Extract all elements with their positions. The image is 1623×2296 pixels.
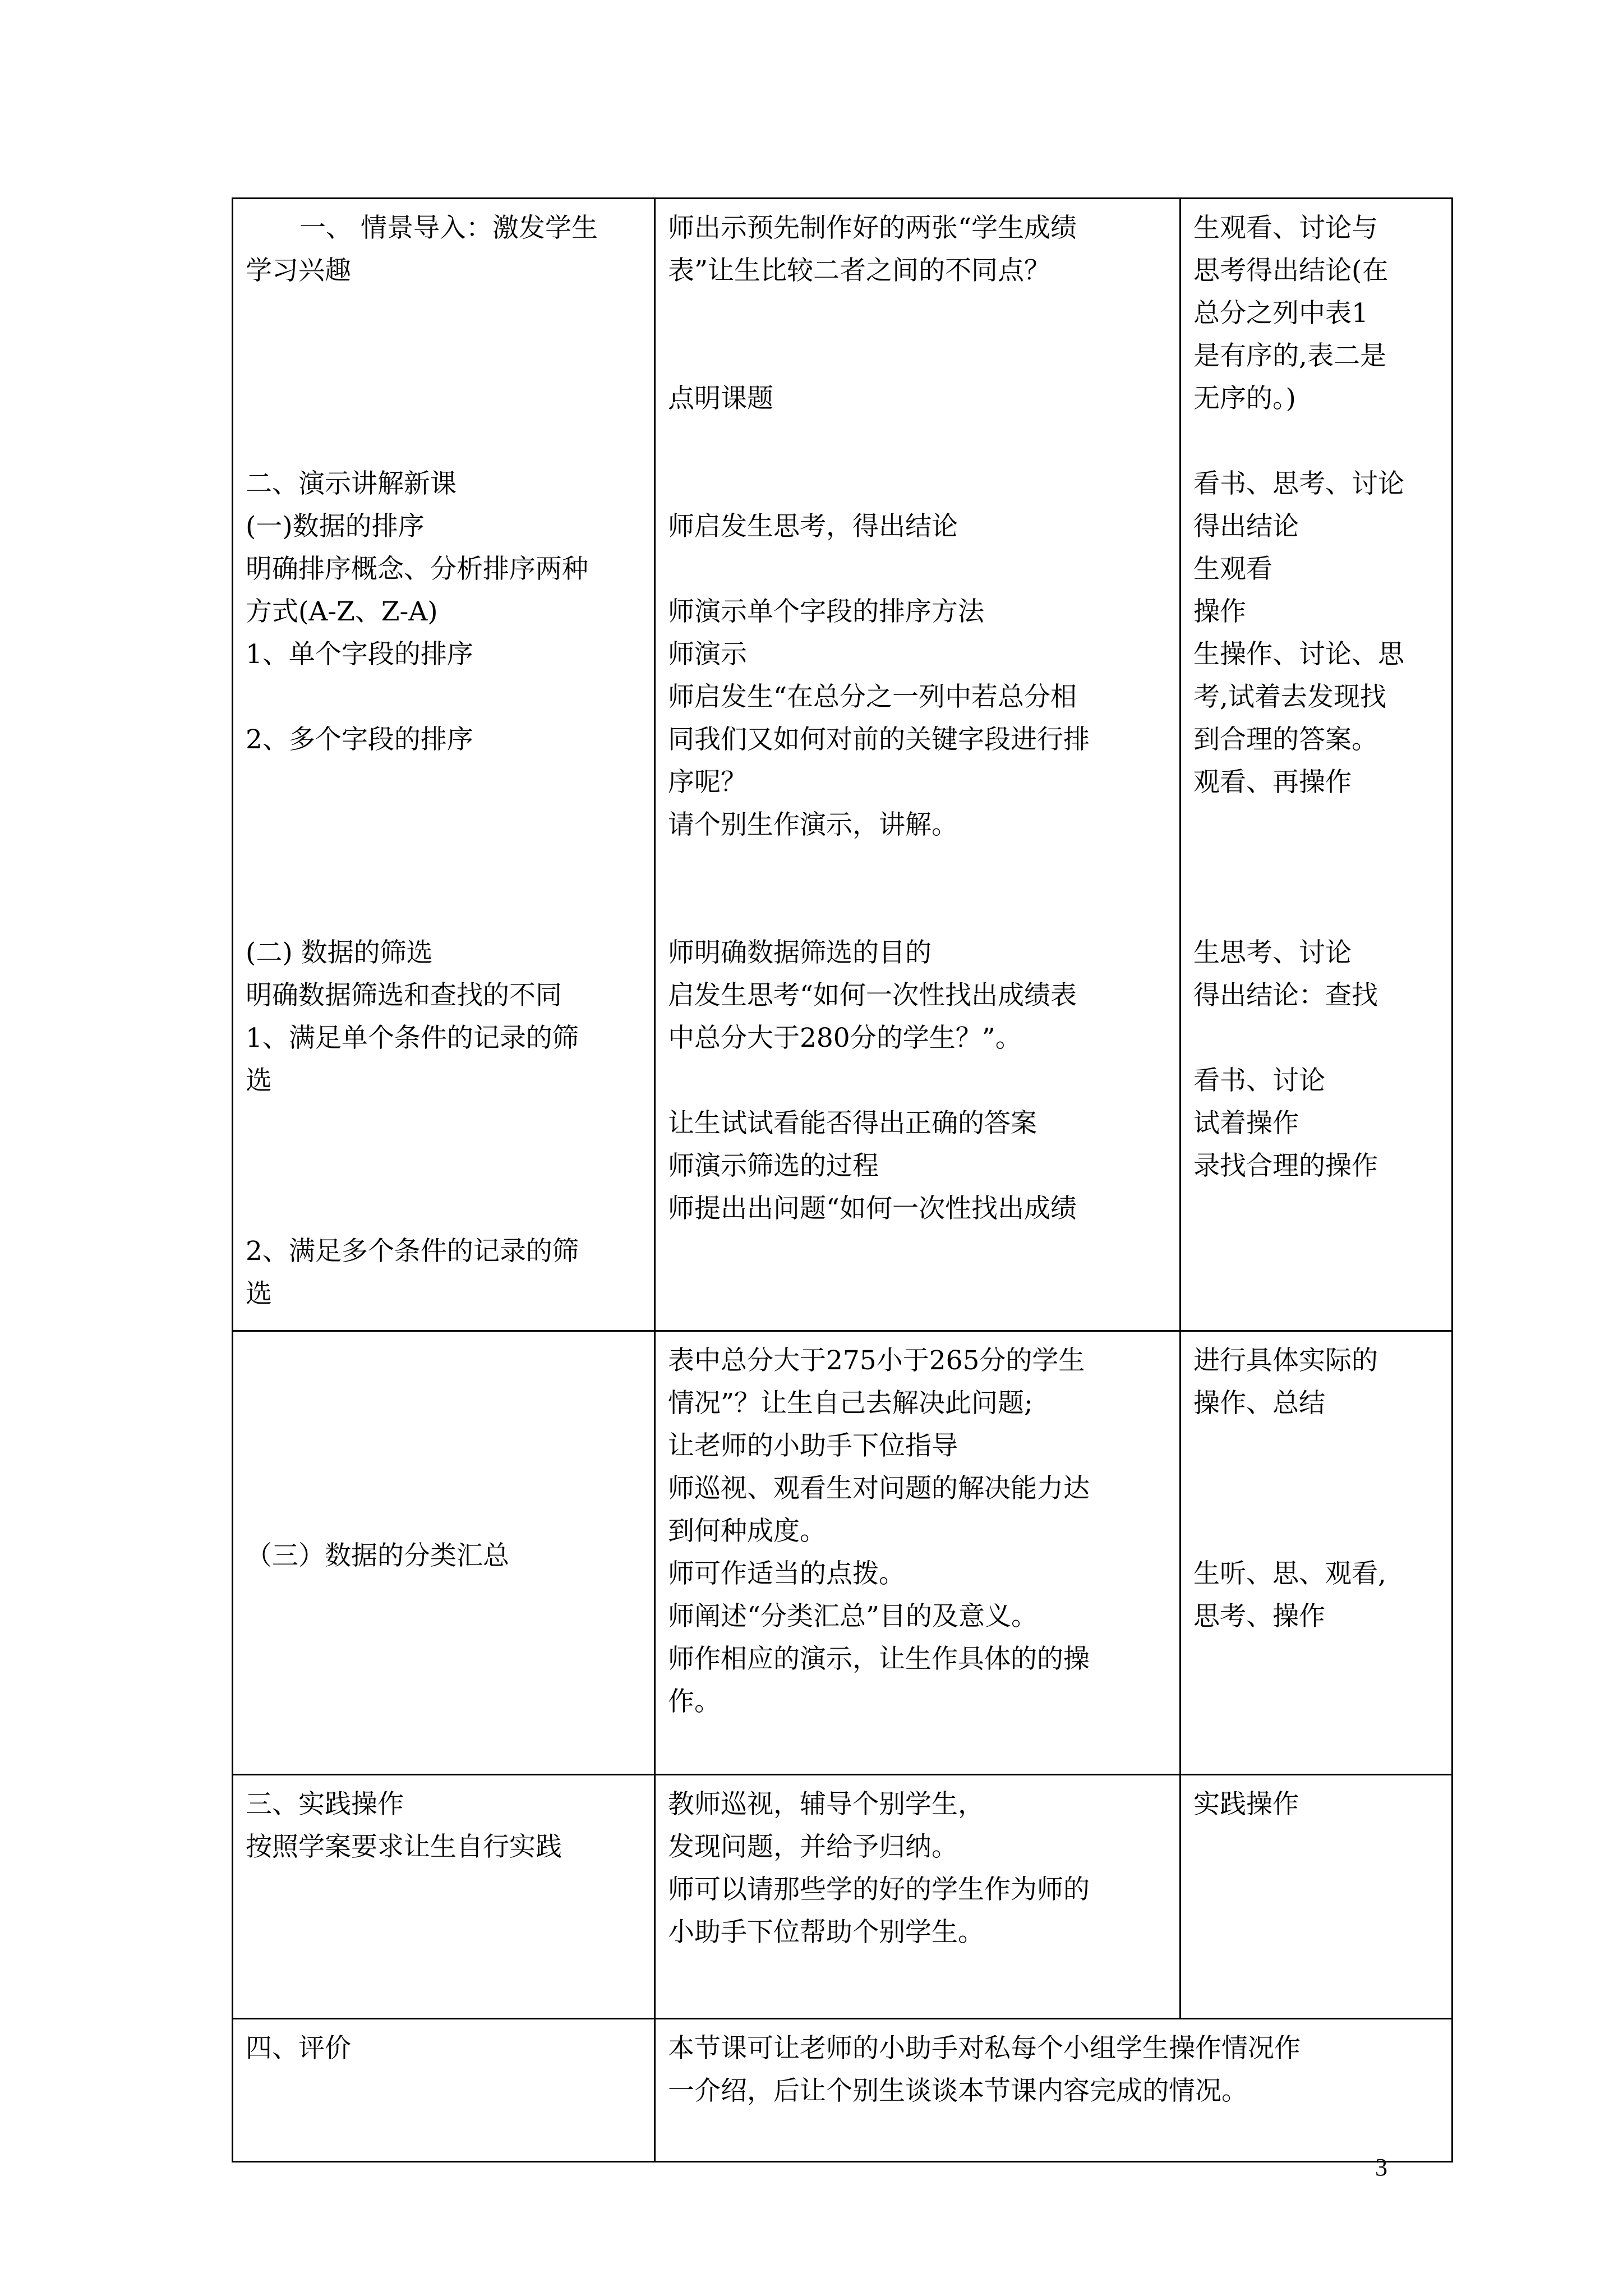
stage-line: 2、满足多个条件的记录的筛 (246, 1236, 579, 1267)
student-line: 生思考、讨论 (1193, 937, 1352, 968)
student-line: 到合理的答案。 (1193, 724, 1378, 755)
student-line: 观看、再操作 (1193, 767, 1352, 798)
stage-line: 明确排序概念、分析排序两种 (246, 554, 588, 585)
teacher-line: 序呢？ (668, 767, 747, 798)
teacher-line: 请个别生作演示，讲解。 (668, 809, 958, 840)
stage-cell (233, 1775, 655, 2019)
teacher-line: 小助手下位帮助个别学生。 (668, 1917, 984, 1948)
stage-line: (一)数据的排序 (246, 511, 425, 542)
teacher-line: 到何种成度。 (668, 1516, 826, 1547)
teacher-line: 师启发生思考，得出结论 (668, 511, 958, 542)
stage-line: (二) 数据的筛选 (246, 937, 433, 968)
teacher-line: 师启发生“在总分之一列中若总分相 (668, 682, 1077, 712)
teacher-line: 中总分大于280分的学生？”。 (668, 1023, 1022, 1053)
teacher-line: 师可以请那些学的好的学生作为师的 (668, 1874, 1090, 1905)
stage-line: 三、实践操作 (246, 1789, 404, 1820)
stage-cell (233, 1331, 655, 1775)
teacher-line: 师演示 (668, 639, 747, 670)
table-row (233, 1775, 1453, 2019)
stage-cell (233, 199, 655, 1331)
student-line: 录找合理的操作 (1193, 1151, 1378, 1181)
student-line: 看书、思考、讨论 (1193, 468, 1404, 499)
lesson-plan-table (232, 197, 1453, 2162)
stage-line: 2、多个字段的排序 (246, 724, 473, 755)
teacher-line: 师出示预先制作好的两张“学生成绩 (668, 213, 1077, 243)
student-line: 操作 (1193, 596, 1246, 627)
student-line: 考,试着去发现找 (1193, 682, 1386, 712)
teacher-line: 让老师的小助手下位指导 (668, 1430, 958, 1461)
stage-line: 1、满足单个条件的记录的筛 (246, 1023, 579, 1053)
table-row (233, 199, 1453, 1331)
student-line: 进行具体实际的 (1193, 1345, 1378, 1376)
stage-cell (233, 2019, 655, 2162)
teacher-line: 师巡视、观看生对问题的解决能力达 (668, 1473, 1090, 1504)
stage-line: 一、 情景导入：激发学生 (299, 213, 598, 243)
stage-line: 选 (246, 1278, 272, 1309)
teacher-line: 师可作适当的点拨。 (668, 1558, 905, 1589)
teacher-activity-cell (655, 1775, 1181, 2019)
student-line: 生操作、讨论、思 (1193, 639, 1404, 670)
teacher-line: 作。 (668, 1686, 721, 1717)
student-line: 无序的。) (1193, 383, 1296, 414)
stage-line: 学习兴趣 (246, 255, 351, 286)
student-line: 得出结论 (1193, 511, 1299, 542)
stage-line: 1、单个字段的排序 (246, 639, 473, 670)
stage-line: 选 (246, 1065, 272, 1096)
stage-line: （三）数据的分类汇总 (246, 1540, 509, 1571)
student-line: 操作、总结 (1193, 1388, 1325, 1419)
teacher-line: 情况”？让生自己去解决此问题; (668, 1388, 1033, 1419)
student-line: 得出结论：查找 (1193, 980, 1378, 1011)
teacher-activity-cell (655, 1331, 1181, 1775)
teacher-line: 师明确数据筛选的目的 (668, 937, 932, 968)
stage-line: 四、评价 (246, 2033, 351, 2064)
student-line: 生听、思、观看, (1193, 1558, 1386, 1589)
teacher-line: 师演示筛选的过程 (668, 1151, 879, 1181)
student-line: 生观看 (1193, 554, 1272, 585)
table-row (233, 2019, 1453, 2162)
page-number: 3 (1375, 2154, 1387, 2181)
student-line: 看书、讨论 (1193, 1065, 1325, 1096)
teacher-line: 师作相应的演示，让生作具体的的操 (668, 1644, 1090, 1674)
teacher-line: 让生试试看能否得出正确的答案 (668, 1108, 1037, 1139)
teacher-activity-cell (655, 199, 1181, 1331)
teacher-line: 表中总分大于275小于265分的学生 (668, 1345, 1085, 1376)
teacher-line: 表”让生比较二者之间的不同点？ (668, 255, 1051, 286)
student-line: 生观看、讨论与 (1193, 213, 1378, 243)
evaluation-cell (655, 2019, 1453, 2162)
stage-line: 按照学案要求让生自行实践 (246, 1832, 562, 1862)
stage-line: 明确数据筛选和查找的不同 (246, 980, 562, 1011)
teacher-line: 点明课题 (668, 383, 773, 414)
teacher-line: 发现问题，并给予归纳。 (668, 1832, 958, 1862)
teacher-line: 同我们又如何对前的关键字段进行排 (668, 724, 1090, 755)
teacher-line: 师演示单个字段的排序方法 (668, 596, 984, 627)
student-line: 思考得出结论(在 (1193, 255, 1389, 286)
teacher-line: 启发生思考“如何一次性找出成绩表 (668, 980, 1077, 1011)
student-line: 思考、操作 (1193, 1601, 1325, 1632)
student-line: 总分之列中表1 (1193, 298, 1368, 329)
stage-line: 二、演示讲解新课 (246, 468, 457, 499)
student-line: 试着操作 (1193, 1108, 1299, 1139)
teacher-line: 师阐述“分类汇总”目的及意义。 (668, 1601, 1038, 1632)
student-activity-cell (1181, 1331, 1453, 1775)
evaluation-line: 本节课可让老师的小助手对私每个小组学生操作情况作 (668, 2033, 1301, 2064)
student-activity-cell (1181, 1775, 1453, 2019)
stage-line: 方式(A-Z、Z-A) (246, 596, 438, 627)
student-line: 实践操作 (1193, 1789, 1299, 1820)
evaluation-line: 一介绍，后让个别生谈谈本节课内容完成的情况。 (668, 2076, 1248, 2106)
student-activity-cell (1181, 199, 1453, 1331)
table-row (233, 1331, 1453, 1775)
student-line: 是有序的,表二是 (1193, 341, 1386, 371)
teacher-line: 教师巡视，辅导个别学生， (668, 1789, 984, 1820)
teacher-line: 师提出出问题“如何一次性找出成绩 (668, 1193, 1077, 1224)
